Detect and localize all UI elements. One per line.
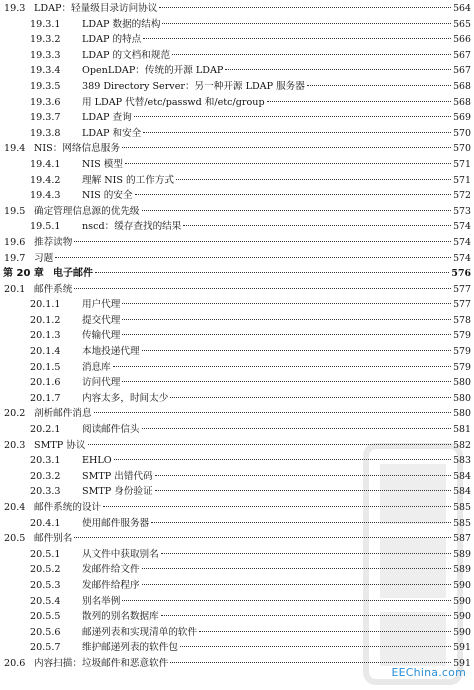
toc-entry-title: EHLO [82,455,112,467]
toc-section-entry[interactable] [0,1,474,17]
toc-subsection-entry[interactable] [0,625,474,641]
toc-entry-title: 别名举例 [82,595,121,607]
dot-leader [307,85,451,86]
dot-leader [155,490,451,491]
toc-entry-page-number: 589 [453,548,471,560]
toc-entry-page-number: 579 [453,330,471,342]
toc-entry-title: 发邮件给程序 [82,579,140,591]
toc-entry-number: 20.2 [4,408,26,420]
dot-leader [159,7,451,8]
toc-entry-number: 20.5.7 [30,642,61,654]
toc-subsection-entry[interactable] [0,173,474,189]
dot-leader [122,147,451,148]
dot-leader [94,412,452,413]
table-of-contents [0,1,474,672]
dot-leader [74,288,451,289]
dot-leader [143,38,451,39]
toc-section-entry[interactable] [0,531,474,547]
toc-entry-number: 20.2.1 [30,424,61,436]
dot-leader [170,397,451,398]
toc-entry-page-number: 587 [453,533,471,545]
toc-entry-number: 20.4 [4,502,26,513]
toc-entry-title: 使用邮件服务器 [82,517,150,529]
toc-entry-number: 20.1 [4,283,26,295]
toc-entry-title: NIS：网络信息服务 [34,143,120,155]
toc-section-entry[interactable] [0,406,474,422]
toc-subsection-entry[interactable] [0,375,474,391]
toc-entry-title: LDAP 和安全 [82,127,142,139]
toc-entry-number: 19.4.3 [30,190,61,202]
toc-entry-number: 19.3.4 [30,65,61,77]
toc-entry-title: 访问代理 [82,377,121,389]
toc-entry-page-number: 584 [453,486,471,498]
toc-entry-page-number: 591 [453,642,471,654]
toc-entry-number: 20.1.7 [30,392,61,404]
toc-entry-page-number: 590 [453,579,471,591]
dot-leader [135,194,452,195]
toc-entry-number: 20.5.3 [30,579,61,591]
toc-entry-number: 19.3.3 [30,49,61,61]
toc-subsection-entry[interactable] [0,328,474,344]
toc-section-entry[interactable] [0,235,474,251]
toc-entry-page-number: 582 [453,439,471,451]
toc-subsection-entry[interactable] [0,157,474,173]
toc-entry-title: LDAP 数据的结构 [82,18,161,30]
toc-entry-title: 消息库 [82,361,111,373]
toc-subsection-entry[interactable] [0,562,474,578]
toc-subsection-entry[interactable] [0,79,474,95]
dot-leader [161,553,451,554]
toc-entry-number: 19.4.1 [30,158,61,170]
toc-subsection-entry[interactable] [0,453,474,469]
dot-leader [162,23,451,24]
dot-leader [155,475,451,476]
toc-entry-page-number: 585 [453,502,471,513]
toc-subsection-entry[interactable] [0,469,474,485]
toc-entry-number: 19.5.1 [30,221,61,233]
toc-entry-page-number: 571 [453,158,471,170]
toc-section-entry[interactable] [0,438,474,454]
toc-entry-title: OpenLDAP：传统的开源 LDAP [82,65,224,77]
toc-entry-number: 19.3.5 [30,80,61,92]
toc-entry-title: 邮件系统 [34,283,73,295]
toc-entry-title: nscd：缓存查找的结果 [82,221,182,233]
toc-entry-title: 阅读邮件信头 [82,424,140,436]
toc-entry-page-number: 571 [453,174,471,186]
toc-entry-title: 散列的别名数据库 [82,611,159,623]
toc-entry-title: 389 Directory Server：另一种开源 LDAP 服务器 [82,80,305,92]
dot-leader [74,537,451,538]
dot-leader [142,568,452,569]
toc-subsection-entry[interactable] [0,547,474,563]
dot-leader [199,631,451,632]
toc-entry-title: 剖析邮件消息 [34,408,92,420]
dot-leader [122,381,451,382]
toc-entry-title: LDAP：轻量级目录访问协议 [34,3,158,14]
dot-leader [142,350,452,351]
toc-section-entry[interactable] [0,141,474,157]
toc-entry-page-number: 583 [453,455,471,467]
toc-section-entry[interactable] [0,500,474,516]
toc-entry-title: 提交代理 [82,314,121,326]
toc-entry-title: 推荐读物 [34,236,73,248]
toc-entry-number: 20.5.4 [30,595,61,607]
toc-entry-page-number: 574 [453,236,471,248]
toc-entry-page-number: 584 [453,470,471,482]
toc-entry-page-number: 574 [453,252,471,264]
toc-entry-number: 19.7 [4,252,26,264]
toc-entry-title: SMTP 出错代码 [82,470,153,482]
toc-entry-page-number: 590 [453,611,471,623]
toc-entry-number: 20.1.4 [30,346,61,358]
toc-entry-page-number: 577 [453,283,471,295]
toc-entry-page-number: 580 [453,377,471,389]
toc-entry-title: LDAP 的特点 [82,34,142,46]
dot-leader [125,163,451,164]
toc-entry-page-number: 567 [453,49,471,61]
toc-entry-page-number: 565 [453,18,471,30]
toc-entry-page-number: 574 [453,221,471,233]
dot-leader [225,69,451,70]
toc-entry-title: LDAP 查询 [82,112,132,124]
toc-entry-title: 内容扫描：垃圾邮件和恶意软件 [34,657,169,669]
toc-entry-page-number: 572 [453,190,471,202]
dot-leader [114,459,451,460]
toc-entry-number: 20.3.1 [30,455,61,467]
toc-entry-page-number: 579 [453,346,471,358]
dot-leader [134,116,451,117]
toc-entry-number: 20.3 [4,439,26,451]
toc-entry-title: 传输代理 [82,330,121,342]
toc-entry-title: 本地投递代理 [82,346,140,358]
toc-entry-page-number: 590 [453,595,471,607]
toc-subsection-entry[interactable] [0,188,474,204]
dot-leader [122,334,451,335]
toc-entry-title: 用户代理 [82,299,121,311]
toc-entry-number: 19.4 [4,143,26,155]
toc-entry-page-number: 568 [453,80,471,92]
toc-subsection-entry[interactable] [0,516,474,532]
toc-entry-number: 20.5.5 [30,611,61,623]
dot-leader [122,303,451,304]
dot-leader [142,210,452,211]
dot-leader [55,257,451,258]
toc-subsection-entry[interactable] [0,110,474,126]
toc-entry-title: 电子邮件 [53,268,93,280]
site-watermark: EEChina.com [391,666,466,679]
toc-entry-number: 19.3.6 [30,96,61,108]
toc-entry-page-number: 579 [453,361,471,373]
toc-entry-title: 邮递列表和实现清单的软件 [82,626,198,638]
toc-entry-page-number: 590 [453,626,471,638]
dot-leader [267,101,451,102]
toc-subsection-entry[interactable] [0,360,474,376]
toc-entry-title: 邮件系统的设计 [34,502,102,513]
toc-entry-page-number: 589 [453,564,471,576]
toc-entry-title: 发邮件给文件 [82,564,140,576]
toc-entry-page-number: 573 [453,205,471,217]
toc-subsection-entry[interactable] [0,63,474,79]
toc-entry-page-number: 567 [453,65,471,77]
toc-entry-number: 19.3.1 [30,18,61,30]
toc-entry-number: 20.1.2 [30,314,61,326]
dot-leader [95,272,449,273]
toc-entry-page-number: 580 [453,408,471,420]
toc-entry-number: 第 20 章 [3,268,44,280]
toc-entry-number: 20.4.1 [30,517,61,529]
toc-entry-number: 19.4.2 [30,174,61,186]
dot-leader [176,179,451,180]
dot-leader [103,506,451,507]
dot-leader [88,444,452,445]
toc-entry-number: 19.3.2 [30,34,61,46]
toc-section-entry[interactable] [0,282,474,298]
toc-entry-number: 20.1.3 [30,330,61,342]
toc-entry-number: 19.6 [4,236,26,248]
toc-entry-number: 20.5 [4,533,26,545]
toc-entry-number: 20.1.1 [30,299,61,311]
toc-entry-page-number: 577 [453,299,471,311]
toc-entry-title: NIS 模型 [82,158,123,170]
toc-subsection-entry[interactable] [0,578,474,594]
toc-entry-number: 20.6 [4,657,26,669]
toc-entry-title: 内容太多，时间太少 [82,392,169,404]
toc-subsection-entry[interactable] [0,609,474,625]
toc-entry-page-number: 570 [453,143,471,155]
toc-entry-page-number: 580 [453,392,471,404]
toc-entry-page-number: 578 [453,314,471,326]
toc-entry-page-number: 585 [453,517,471,529]
toc-entry-title: LDAP 的文档和规范 [82,49,171,61]
toc-entry-number: 20.1.5 [30,361,61,373]
toc-subsection-entry[interactable] [0,594,474,610]
toc-entry-number: 19.3.8 [30,127,61,139]
dot-leader [170,662,451,663]
toc-entry-page-number: 581 [453,424,471,436]
dot-leader [172,54,451,55]
toc-entry-title: 用 LDAP 代替/etc/passwd 和/etc/group [82,96,265,108]
dot-leader [142,428,452,429]
toc-section-entry[interactable] [0,251,474,267]
toc-entry-number: 20.5.1 [30,548,61,560]
toc-subsection-entry[interactable] [0,95,474,111]
dot-leader [122,600,451,601]
dot-leader [122,319,451,320]
toc-entry-number: 19.3 [4,3,26,14]
toc-entry-title: NIS 的安全 [82,190,133,202]
dot-leader [113,366,451,367]
toc-entry-page-number: 576 [451,268,471,280]
toc-entry-number: 20.5.6 [30,626,61,638]
toc-subsection-entry[interactable] [0,48,474,64]
toc-entry-title: 确定管理信息源的优先级 [34,205,140,217]
toc-entry-page-number: 569 [453,112,471,124]
toc-entry-title: SMTP 协议 [34,439,86,451]
toc-entry-title: 从文件中获取别名 [82,548,159,560]
toc-subsection-entry[interactable] [0,640,474,656]
toc-subsection-entry[interactable] [0,32,474,48]
dot-leader [180,646,451,647]
toc-entry-number: 20.3.3 [30,486,61,498]
toc-entry-page-number: 568 [453,96,471,108]
toc-entry-title: 邮件别名 [34,533,73,545]
toc-subsection-entry[interactable] [0,484,474,500]
toc-entry-page-number: 564 [453,3,471,14]
toc-chapter-entry[interactable] [0,266,474,282]
toc-entry-page-number: 566 [453,34,471,46]
dot-leader [151,522,451,523]
toc-subsection-entry[interactable] [0,422,474,438]
dot-leader [183,225,451,226]
toc-entry-page-number: 591 [453,657,471,669]
toc-subsection-entry[interactable] [0,297,474,313]
toc-entry-title: 习题 [34,252,54,264]
dot-leader [142,584,452,585]
toc-entry-number: 20.5.2 [30,564,61,576]
toc-entry-number: 20.3.2 [30,470,61,482]
toc-entry-title: 理解 NIS 的工作方式 [82,174,175,186]
toc-entry-title: 维护邮递列表的软件包 [82,642,178,654]
dot-leader [161,615,451,616]
toc-subsection-entry[interactable] [0,313,474,329]
toc-entry-number: 19.5 [4,205,26,217]
toc-subsection-entry[interactable] [0,126,474,142]
toc-subsection-entry[interactable] [0,219,474,235]
toc-entry-page-number: 570 [453,127,471,139]
toc-entry-number: 20.1.6 [30,377,61,389]
dot-leader [74,241,451,242]
toc-entry-number: 19.3.7 [30,112,61,124]
toc-section-entry[interactable] [0,204,474,220]
dot-leader [143,132,451,133]
toc-subsection-entry[interactable] [0,391,474,407]
toc-subsection-entry[interactable] [0,17,474,33]
toc-subsection-entry[interactable] [0,344,474,360]
toc-entry-title: SMTP 身份验证 [82,486,153,498]
